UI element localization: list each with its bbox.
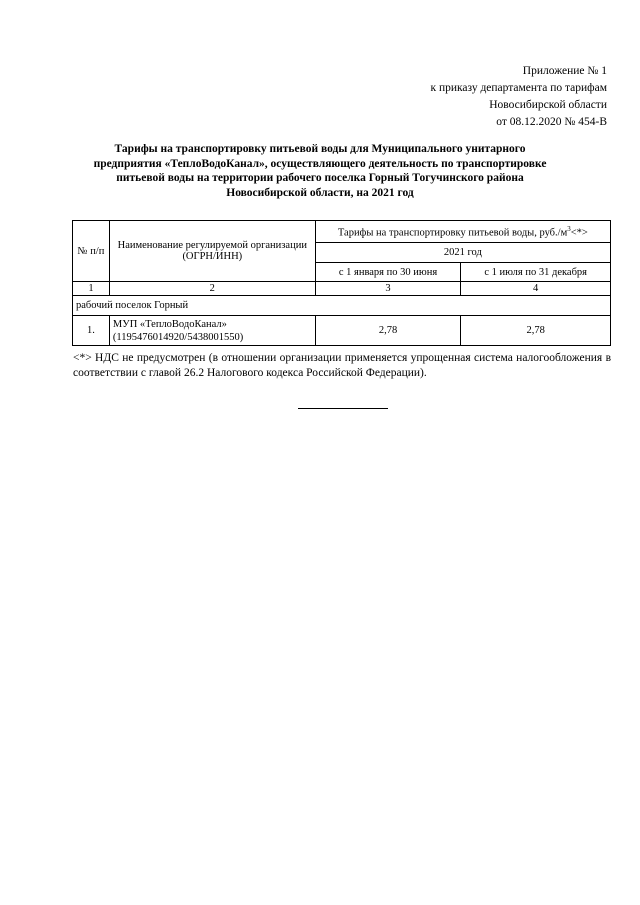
header-tariffs-footnote-mark: <*>: [570, 227, 588, 239]
title-line: Новосибирской области, на 2021 год: [226, 186, 414, 199]
appendix-header: [430, 63, 607, 131]
header-year: 2021 год: [315, 243, 610, 263]
org-name: МУП «ТеплоВодоКанал»: [112, 318, 227, 330]
section-row: рабочий поселок Горный: [73, 296, 611, 316]
header-num: № п/п: [73, 221, 110, 282]
header-period-2: с 1 июля по 31 декабря: [461, 263, 611, 282]
org-ids: (1195476014920/5438001550): [112, 331, 244, 343]
header-tariffs-sup: 3: [567, 224, 571, 233]
row-tariff-1: 2,78: [315, 316, 461, 346]
title-line: Тарифы на транспортировку питьевой воды для Муниципального унитарного: [114, 143, 526, 155]
appendix-line: Новосибирской области: [489, 99, 607, 111]
header-tariffs-text: Тарифы на транспортировку питьевой воды, руб./м: [337, 227, 568, 239]
appendix-line: от 08.12.2020 № 454-В: [496, 116, 607, 128]
row-tariff-2: 2,78: [461, 316, 611, 346]
index-cell: 3: [315, 282, 461, 296]
index-cell: 2: [109, 282, 315, 296]
tariff-table: [72, 220, 611, 346]
index-cell: 1: [73, 282, 110, 296]
header-period-1: с 1 января по 30 июня: [315, 263, 461, 282]
appendix-line: Приложение № 1: [522, 65, 607, 77]
title-line: предприятия «ТеплоВодоКанал», осуществляющего деятельность по транспортировке: [93, 157, 547, 170]
index-cell: 4: [461, 282, 611, 296]
footnote: <*> НДС не предусмотрен (в отношении организации применяется упрощенная система налогообложения в соответствии с главой 26.2 Налогового кодекса Российской Федерации).: [73, 352, 611, 379]
header-organization: Наименование регулируемой организации (ОГРН/ИНН): [109, 221, 315, 282]
row-num: 1.: [73, 316, 110, 346]
appendix-line: к приказу департамента по тарифам: [430, 82, 607, 94]
table-row: [73, 316, 611, 346]
title-line: питьевой воды на территории рабочего поселка Горный Тогучинского района: [116, 172, 524, 184]
separator-line: [298, 408, 388, 409]
row-organization: [109, 316, 315, 346]
index-row: [73, 282, 611, 296]
document-title: [72, 142, 568, 200]
header-tariffs: [315, 221, 610, 243]
